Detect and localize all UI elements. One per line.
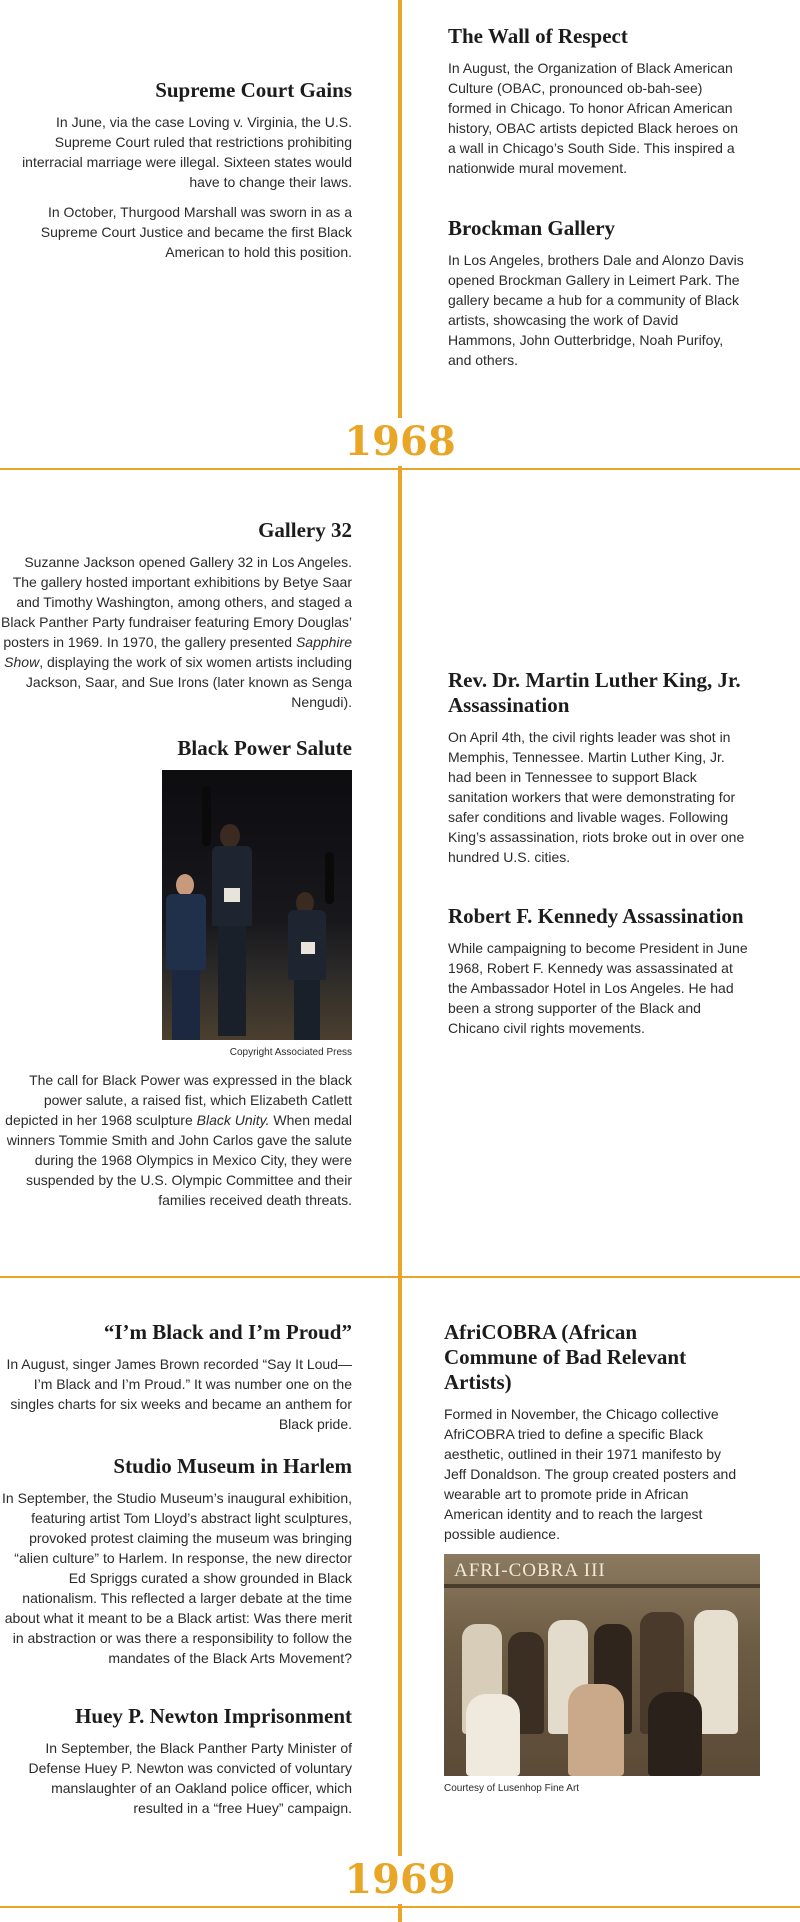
entry-text: Formed in November, the Chicago collective AfriCOBRA tried to define a specific Black aesthetic, outlined in their 1971 manifesto by Jeff Donaldson. The group created posters and wearable art to promote pride in African American identity and to reach the largest possible audience. — [444, 1406, 737, 1542]
entry-title: Huey P. Newton Imprisonment — [75, 1704, 352, 1728]
entry-text-part: , displaying the work of six women artists including Jackson, Saar, and Sue Irons (later known as Senga Nengudi). — [25, 654, 352, 710]
entry-title: Studio Museum in Harlem — [113, 1454, 352, 1478]
athlete-center-bib — [224, 888, 240, 902]
entry-black-and-proud — [0, 1320, 352, 1434]
athlete-right-legs — [294, 980, 320, 1040]
entry-title: “I’m Black and I’m Proud” — [103, 1320, 352, 1344]
year-marker-1968: 1968 — [300, 418, 500, 466]
entry-title: Black Power Salute — [177, 736, 352, 760]
entry-title: The Wall of Respect — [448, 24, 628, 48]
timeline-spine-top — [398, 0, 402, 1922]
entry-rfk-assassination — [448, 904, 748, 1038]
athlete-left-legs — [172, 970, 200, 1040]
exhibition-title: Sapphire Show — [4, 634, 352, 670]
section-rule — [0, 1276, 800, 1278]
entry-title: Brockman Gallery — [448, 216, 616, 240]
entry-africobra — [444, 1320, 760, 1806]
athlete-center-head — [220, 824, 240, 848]
entry-studio-museum — [0, 1454, 352, 1668]
poster-title: AFRI-COBRA III — [454, 1560, 606, 1581]
year-marker-1969: 1969 — [300, 1856, 500, 1904]
entry-text: In August, singer James Brown recorded “Say It Loud—I’m Black and I’m Proud.” It was number one on the singles charts for six weeks and became an anthem for Black pride. — [6, 1356, 352, 1432]
entry-mlk-assassination — [448, 668, 748, 867]
entry-text — [0, 552, 352, 712]
entry-gallery-32 — [0, 518, 352, 712]
sculpture-title: Black Unity. — [196, 1112, 270, 1128]
entry-wall-of-respect — [448, 24, 748, 178]
entry-text: In October, Thurgood Marshall was sworn in as a Supreme Court Justice and became the first Black American to hold this position. — [40, 204, 352, 260]
entry-supreme-court — [0, 78, 352, 262]
year-rule-1968 — [0, 468, 800, 470]
entry-title: Rev. Dr. Martin Luther King, Jr. Assassination — [448, 668, 741, 717]
entry-text: On April 4th, the civil rights leader was shot in Memphis, Tennessee. Martin Luther King, Jr. had been in Tennessee to support Black sanitation workers that were demonstrating for safer conditions and livable wages. Following King’s assassination, riots broke out in over one hundred U.S. cities. — [448, 729, 745, 865]
olympic-podium-photo — [162, 770, 352, 1040]
entry-text-part: When medal winners Tommie Smith and John Carlos gave the salute during the 1968 Olympics in Mexico City, they were suspended by the U.S. Olympic Committee and their families received death threats. — [6, 1112, 352, 1208]
person-7 — [466, 1694, 520, 1776]
photo-caption: Courtesy of Lusenhop Fine Art — [444, 1783, 580, 1794]
photo-caption: Copyright Associated Press — [229, 1047, 352, 1058]
entry-title: AfriCOBRA (African Commune of Bad Relevant Artists) — [444, 1320, 687, 1394]
africobra-poster-photo — [444, 1554, 760, 1776]
person-8 — [568, 1684, 624, 1776]
entry-text: In June, via the case Loving v. Virginia, the U.S. Supreme Court ruled that restrictions prohibiting interracial marriage were illegal. Sixteen states would have to change their laws. — [22, 114, 352, 190]
year-rule-1969 — [0, 1906, 800, 1908]
entry-text: While campaigning to become President in June 1968, Robert F. Kennedy was assassinated at the Ambassador Hotel in Los Angeles. He had been a strong supporter of the Black and Chicano civil rights movements. — [448, 940, 748, 1036]
entry-huey-newton — [0, 1704, 352, 1818]
entry-title: Robert F. Kennedy Assassination — [448, 904, 744, 928]
entry-title: Supreme Court Gains — [155, 78, 352, 102]
athlete-left-head — [176, 874, 194, 896]
raised-fist-right — [325, 852, 334, 904]
entry-text: In September, the Black Panther Party Minister of Defense Huey P. Newton was convicted of voluntary manslaughter of an Oakland police officer, which resulted in a “free Huey” campaign. — [28, 1740, 352, 1816]
entry-text: In September, the Studio Museum’s inaugural exhibition, featuring artist Tom Lloyd’s abstract light sculptures, provoked protest claiming the museum was bringing “alien culture” to Harlem. In response, the new director Ed Spriggs curated a show grounded in Black nationalism. This reflected a larger debate at the time about what it meant to be a Black artist: Was there merit in abstraction or was there a responsibility to follow the mandates of the Black Arts Movement? — [2, 1490, 352, 1666]
athlete-center-legs — [218, 926, 246, 1036]
entry-black-power-salute — [0, 736, 352, 1210]
athlete-left-body — [166, 894, 206, 970]
entry-text-part: The call for Black Power was expressed in the black power salute, a raised fist, which Elizabeth Catlett depicted in her 1968 sculpture — [5, 1072, 352, 1128]
entry-title: Gallery 32 — [258, 518, 352, 542]
entry-text-part: Suzanne Jackson opened Gallery 32 in Los Angeles. The gallery hosted important exhibitions by Betye Saar and Timothy Washington, among others, and staged a Black Panther Party fundraiser featuring Emory Douglas’ posters in 1969. In 1970, the gallery presented — [1, 554, 352, 650]
entry-text: In August, the Organization of Black American Culture (OBAC, pronounced ob-bah-see) formed in Chicago. To honor African American history, OBAC artists depicted Black heroes on a wall in Chicago’s South Side. This inspired a nationwide mural movement. — [448, 60, 738, 176]
entry-text: In Los Angeles, brothers Dale and Alonzo Davis opened Brockman Gallery in Leimert Park. The gallery became a hub for a community of Black artists, showcasing the work of David Hammons, John Outterbridge, Noah Purifoy, and others. — [448, 252, 744, 368]
person-9 — [648, 1692, 702, 1776]
athlete-center-body — [212, 846, 252, 926]
athlete-right-bib — [301, 942, 315, 954]
entry-text — [0, 1070, 352, 1210]
poster-header-band — [444, 1584, 760, 1588]
raised-fist-center — [202, 786, 211, 846]
entry-brockman-gallery — [448, 216, 748, 370]
